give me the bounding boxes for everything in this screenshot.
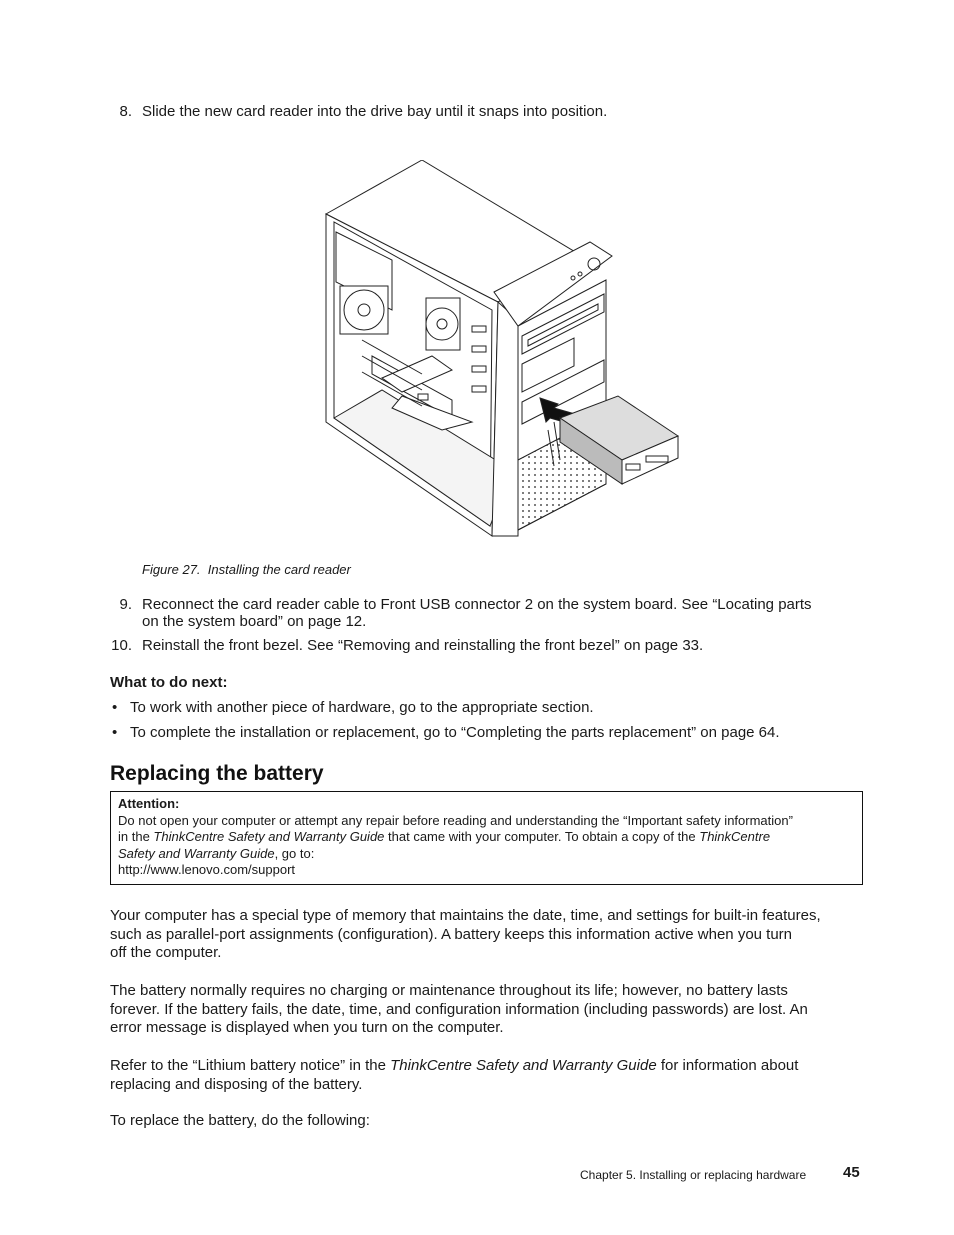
- body-paragraph: Refer to the “Lithium battery notice” in the ThinkCentre Safety and Warranty Guide for information about replacing and disposing of the battery.: [110, 1057, 799, 1093]
- attention-label: Attention:: [118, 796, 180, 811]
- figure-caption-title: Installing the card reader: [207, 562, 351, 577]
- next-heading: What to do next:: [110, 674, 228, 691]
- body-paragraph: The battery normally requires no charging or maintenance throughout its life; however, no battery lasts forever. If the battery fails, the date, time, and configuration information (including passwords) are lost. An error message is displayed when you turn on the computer.: [110, 982, 808, 1036]
- step-text-line: Reconnect the card reader cable to Front USB connector 2 on the system board. See “Locating parts: [142, 596, 812, 613]
- attention-line: Do not open your computer or attempt any repair before reading and understanding the “Important safety information”: [118, 812, 793, 828]
- step-text: Reinstall the front bezel. See “Removing and reinstalling the front bezel” on page 33.: [142, 637, 704, 654]
- body-paragraph: Your computer has a special type of memory that maintains the date, time, and settings for built-in features, such as parallel-port assignments (configuration). A battery keeps this information active when you turn off the computer.: [110, 907, 821, 961]
- attention-line: in the ThinkCentre Safety and Warranty Guide that came with your computer. To obtain a copy of the ThinkCentre: [118, 829, 771, 845]
- step-text: Slide the new card reader into the drive bay until it snaps into position.: [142, 103, 608, 120]
- section-title: Replacing the battery: [110, 762, 324, 785]
- bullet-item: To complete the installation or replacement, go to “Completing the parts replacement” on page 64.: [130, 724, 780, 741]
- figure-caption-prefix: Figure 27.: [142, 562, 201, 577]
- bullet-marker: •: [112, 724, 118, 741]
- footer-chapter: Chapter 5. Installing or replacing hardware: [580, 1168, 807, 1182]
- step-text-line: on the system board” on page 12.: [142, 613, 367, 630]
- attention-box: [110, 791, 863, 885]
- step-number: 8.: [119, 103, 132, 120]
- step-number: 10.: [111, 637, 132, 654]
- card-reader-installation-illustration: [322, 160, 682, 540]
- body-paragraph: To replace the battery, do the following:: [110, 1112, 370, 1129]
- bullet-marker: •: [112, 699, 118, 716]
- figure-caption: [142, 561, 351, 580]
- bullet-item: To work with another piece of hardware, go to the appropriate section.: [130, 699, 594, 716]
- attention-line: Safety and Warranty Guide, go to:: [118, 845, 315, 861]
- support-url: http://www.lenovo.com/support: [118, 862, 296, 878]
- page-number: 45: [843, 1164, 860, 1181]
- step-number: 9.: [119, 596, 132, 613]
